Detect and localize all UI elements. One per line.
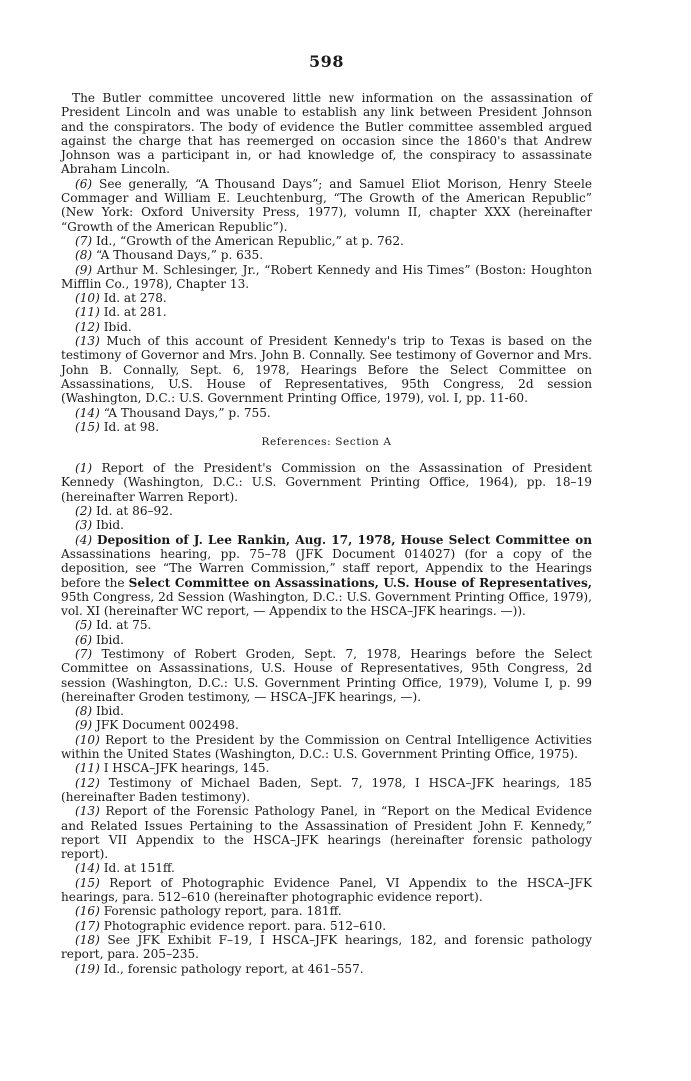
notes-list-section-a bbox=[61, 461, 592, 976]
reference-note bbox=[61, 504, 592, 518]
note-text: I HSCA–JFK hearings, 145. bbox=[103, 761, 270, 776]
note-text: “A Thousand Days,” p. 635. bbox=[96, 248, 264, 263]
reference-note bbox=[61, 420, 592, 434]
note-text: Much of this account of President Kennedy's trip to Texas is based on the testimony of Governor and Mrs. John B. Connally. See testimony of Governor and Mrs. John B. Connally, Sept. 6, 1978, Hearings Before the Select Committee on Assassinations, U.S. House of Representatives, 95th Congress, 2d session (Washington, D.C.: U.S. Government Printing Office, 1979), vol. I, pp. 11-60. bbox=[61, 334, 592, 406]
note-number: (12) bbox=[75, 319, 100, 334]
reference-note bbox=[61, 334, 592, 405]
note-number: (14) bbox=[75, 405, 100, 420]
note-text: Id. at 151ff. bbox=[103, 861, 175, 876]
note-number: (13) bbox=[75, 334, 100, 349]
note-number: (13) bbox=[75, 804, 100, 819]
note-number: (5) bbox=[75, 618, 93, 633]
note-text: Id. at 75. bbox=[96, 618, 152, 633]
note-number: (3) bbox=[75, 518, 93, 533]
note-text: Testimony of Michael Baden, Sept. 7, 1978, I HSCA–JFK hearings, 185 (hereinafter Baden testimony). bbox=[61, 775, 592, 804]
note-number: (16) bbox=[75, 904, 100, 919]
note-text: Ibid. bbox=[96, 704, 124, 719]
note-text: Id. at 281. bbox=[103, 305, 167, 320]
reference-note bbox=[61, 718, 592, 732]
reference-note bbox=[61, 647, 592, 704]
note-text: See JFK Exhibit F–19, I HSCA–JFK hearings, 182, and forensic pathology report, para. 205–235. bbox=[61, 932, 592, 962]
document-page bbox=[61, 52, 592, 976]
reference-note bbox=[61, 804, 592, 861]
note-number: (9) bbox=[75, 262, 93, 277]
note-number: (2) bbox=[75, 504, 93, 519]
note-text: Report to the President by the Commission on Central Intelligence Activities within the United States (Washington, D.C.: U.S. Government Printing Office, 1975). bbox=[61, 732, 592, 762]
note-text: Deposition of J. Lee Rankin, Aug. 17, 1978, House Select Committee on Assassinations hearing, pp. 75–78 (JFK Document 014027) (for a copy of the deposition, see “The Warren Commission,” staff report, Appendix to the Hearings before the Select Committee on Assassinations, U.S. House of Representatives, 95th Congress, 2d Session (Washington, D.C.: U.S. Government Printing Office, 1979), vol. XI (hereinafter WC report, — Appendix to the HSCA–JFK hearings. —)). bbox=[61, 532, 592, 619]
body-text bbox=[61, 91, 592, 976]
section-heading: References: Section A bbox=[261, 436, 392, 449]
note-text: Id. at 86–92. bbox=[96, 504, 173, 519]
note-text: JFK Document 002498. bbox=[96, 718, 239, 733]
note-text: Id. at 278. bbox=[103, 291, 167, 306]
reference-note bbox=[61, 861, 592, 875]
reference-note bbox=[61, 733, 592, 762]
reference-note bbox=[61, 177, 592, 234]
note-number: (10) bbox=[75, 732, 100, 747]
reference-note bbox=[61, 776, 592, 805]
note-number: (4) bbox=[75, 532, 93, 547]
note-text: See generally, “A Thousand Days”; and Samuel Eliot Morison, Henry Steele Commager and William E. Leuchtenburg, “The Growth of the American Republic” (New York: Oxford University Press, 1977), volumn II, chapter XXX (hereinafter “Growth of the American Republic”). bbox=[61, 176, 592, 234]
reference-note bbox=[61, 633, 592, 647]
note-text: Ibid. bbox=[96, 518, 124, 533]
note-text: Id. at 98. bbox=[103, 419, 160, 434]
note-number: (10) bbox=[75, 291, 100, 306]
reference-note bbox=[61, 618, 592, 632]
note-number: (7) bbox=[75, 646, 93, 661]
note-text: Arthur M. Schlesinger, Jr., “Robert Kennedy and His Times” (Boston: Houghton Mifflin Co., 1978), Chapter 13. bbox=[61, 262, 592, 291]
reference-note bbox=[61, 248, 592, 262]
reference-note bbox=[61, 704, 592, 718]
note-number: (12) bbox=[75, 775, 100, 790]
note-number: (6) bbox=[75, 632, 93, 647]
note-number: (15) bbox=[75, 875, 100, 890]
note-number: (7) bbox=[75, 233, 93, 248]
note-text: Report of the Forensic Pathology Panel, in “Report on the Medical Evidence and Related Issues Pertaining to the Assassination of President John F. Kennedy,” report VII Appendix to the HSCA–JFK hearings (hereinafter forensic pathology report). bbox=[61, 804, 592, 862]
note-text: Ibid. bbox=[103, 319, 132, 334]
note-number: (11) bbox=[75, 305, 100, 320]
reference-note bbox=[61, 406, 592, 420]
intro-paragraph: The Butler committee uncovered little new information on the assassination of President Lincoln and was unable to establish any link between President Johnson and the conspirators. The body of evidence the Butler committee assembled argued against the charge that has reemerged on occasion since the 1860's that Andrew Johnson was a participant in, or had knowledge of, the conspiracy to assassinate Abraham Lincoln. bbox=[61, 91, 592, 177]
reference-note bbox=[61, 876, 592, 905]
note-number: (15) bbox=[75, 419, 100, 434]
note-number: (6) bbox=[75, 176, 93, 191]
note-number: (19) bbox=[75, 961, 100, 976]
note-text: Id., forensic pathology report, at 461–557. bbox=[103, 961, 364, 976]
reference-note bbox=[61, 533, 592, 619]
note-text: “A Thousand Days,” p. 755. bbox=[103, 405, 271, 420]
note-text: Report of Photographic Evidence Panel, VI Appendix to the HSCA–JFK hearings, para. 512–610 (hereinafter photographic evidence report). bbox=[61, 875, 592, 905]
reference-note bbox=[61, 919, 592, 933]
reference-note bbox=[61, 305, 592, 319]
note-number: (18) bbox=[75, 932, 100, 947]
note-number: (9) bbox=[75, 718, 93, 733]
note-number: (8) bbox=[75, 248, 93, 263]
note-text: Forensic pathology report, para. 181ff. bbox=[103, 904, 342, 919]
note-text: Photographic evidence report. para. 512–610. bbox=[103, 918, 387, 933]
reference-note bbox=[61, 761, 592, 775]
note-text: Testimony of Robert Groden, Sept. 7, 1978, Hearings before the Select Committee on Assassinations, U.S. House of Representatives, 95th Congress, 2d session (Washington, D.C.: U.S. Government Printing Office, 1979), Volume I, p. 99 (hereinafter Groden testimony, — HSCA–JFK hearings, —). bbox=[61, 646, 592, 704]
reference-note bbox=[61, 461, 592, 504]
reference-note bbox=[61, 933, 592, 962]
reference-note bbox=[61, 263, 592, 292]
note-number: (1) bbox=[75, 461, 93, 476]
note-number: (14) bbox=[75, 861, 100, 876]
reference-note bbox=[61, 962, 592, 976]
reference-note bbox=[61, 518, 592, 532]
note-number: (8) bbox=[75, 704, 93, 719]
note-number: (11) bbox=[75, 761, 100, 776]
note-text: Id., “Growth of the American Republic,” at p. 762. bbox=[96, 233, 404, 248]
note-text: Report of the President's Commission on the Assassination of President Kennedy (Washington, D.C.: U.S. Government Printing Office, 1964), pp. 18–19 (hereinafter Warren Report). bbox=[61, 461, 592, 504]
notes-list-first bbox=[61, 177, 592, 434]
reference-note bbox=[61, 320, 592, 334]
page-number: 598 bbox=[309, 52, 344, 71]
note-number: (17) bbox=[75, 918, 100, 933]
reference-note bbox=[61, 904, 592, 918]
reference-note bbox=[61, 291, 592, 305]
note-text: Ibid. bbox=[96, 632, 124, 647]
reference-note bbox=[61, 234, 592, 248]
